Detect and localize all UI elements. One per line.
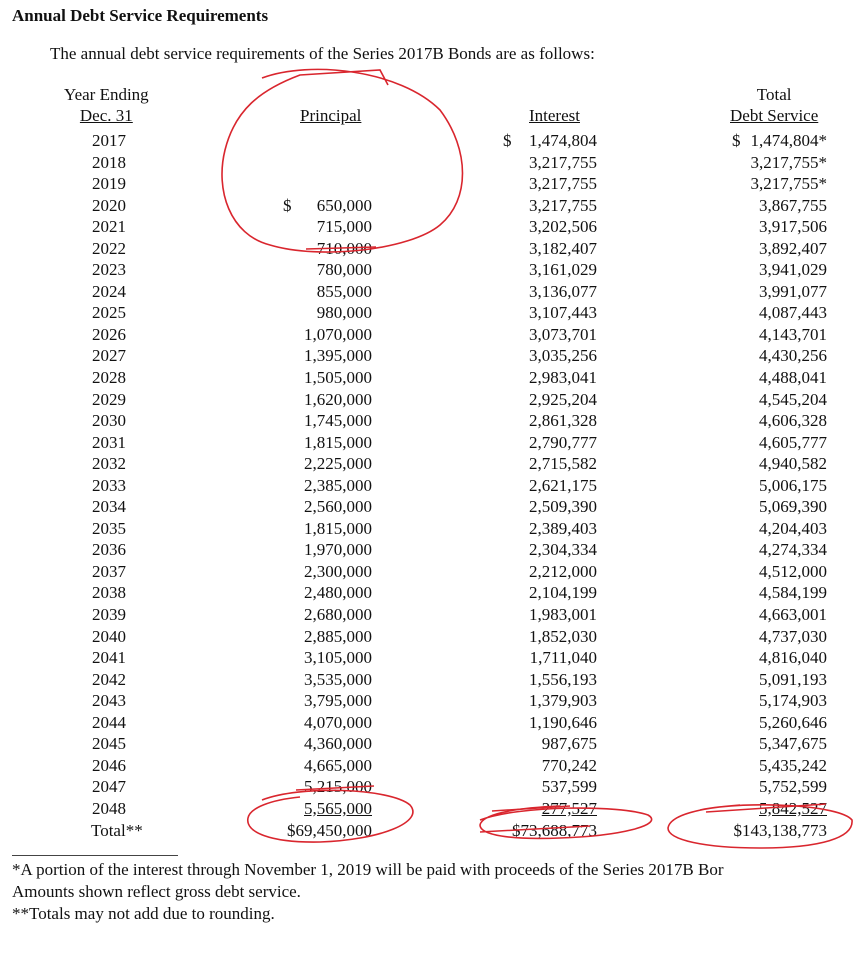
row-interest: 1,983,001 [529, 605, 597, 625]
row-interest: 3,107,443 [529, 303, 597, 323]
row-total: 5,260,646 [759, 712, 827, 732]
row-year: 2046 [92, 755, 126, 775]
table-row [0, 562, 854, 584]
row-principal: 3,535,000 [304, 669, 372, 689]
table-row [0, 476, 854, 498]
row-year: 2039 [92, 605, 126, 625]
row-total: 4,605,777 [759, 432, 827, 452]
row-year: 2026 [92, 324, 126, 344]
row-year: 2041 [92, 648, 126, 668]
document-title: Annual Debt Service Requirements [12, 6, 269, 25]
row-total: 3,867,755 [759, 195, 827, 215]
row-total: 5,069,390 [759, 497, 827, 517]
table-row [0, 627, 854, 649]
row-interest: 537,599 [541, 777, 597, 797]
row-total: 5,435,242 [759, 755, 827, 775]
row-year: 2020 [92, 195, 126, 215]
table-row [0, 153, 854, 175]
row-principal: 4,070,000 [304, 712, 372, 732]
row-total: 5,174,903 [759, 691, 827, 711]
row-principal: 710,000 [316, 238, 372, 258]
row-principal: 3,105,000 [304, 648, 372, 668]
table-row [0, 713, 854, 735]
table-row [0, 433, 854, 455]
currency-symbol: $ [503, 131, 512, 150]
row-total: 4,940,582 [759, 454, 827, 474]
row-principal: 2,480,000 [304, 583, 372, 603]
row-principal: 1,070,000 [304, 324, 372, 344]
table-row [0, 368, 854, 390]
row-year: 2023 [92, 260, 126, 280]
row-principal: 715,000 [316, 217, 372, 237]
row-interest: 2,304,334 [529, 540, 597, 560]
row-principal: 2,885,000 [304, 626, 372, 646]
row-year: 2022 [92, 238, 126, 258]
row-interest: 2,790,777 [529, 432, 597, 452]
row-total: 5,347,675 [759, 734, 827, 754]
table-row [0, 583, 854, 605]
table-row [0, 346, 854, 368]
debt-service-table [0, 131, 854, 842]
row-year: 2032 [92, 454, 126, 474]
intro-text: The annual debt service requirements of the Series 2017B Bonds are as follows: [50, 44, 595, 63]
row-total: 4,488,041 [759, 368, 827, 388]
row-principal: 1,745,000 [304, 411, 372, 431]
row-total: 1,474,804* [750, 131, 827, 150]
row-interest: 2,983,041 [529, 368, 597, 388]
row-interest: 3,161,029 [529, 260, 597, 280]
row-year: 2027 [92, 346, 126, 366]
row-interest: 3,202,506 [529, 217, 597, 237]
row-year: 2035 [92, 518, 126, 538]
row-year: 2048 [92, 798, 126, 818]
header-total-line1: Total [756, 85, 792, 104]
row-interest: 2,212,000 [529, 561, 597, 581]
header-interest: Interest [529, 106, 580, 125]
table-row [0, 454, 854, 476]
row-interest: 1,711,040 [529, 648, 597, 668]
footnote-3: **Totals may not add due to rounding. [12, 904, 275, 923]
row-year: 2037 [92, 561, 126, 581]
row-principal: 1,620,000 [304, 389, 372, 409]
row-interest: 3,035,256 [529, 346, 597, 366]
row-total: 4,512,000 [759, 561, 827, 581]
row-total: 4,606,328 [759, 411, 827, 431]
row-total: 4,584,199 [759, 583, 827, 603]
table-row [0, 497, 854, 519]
row-interest: 1,474,804 [529, 131, 597, 150]
row-total: 4,274,334 [759, 540, 827, 560]
table-row [0, 648, 854, 670]
row-principal: 650,000 [316, 195, 372, 215]
row-year: 2017 [92, 131, 126, 150]
currency-symbol: $ [283, 195, 292, 215]
table-row [0, 282, 854, 304]
row-interest: 1,190,646 [529, 712, 597, 732]
table-row [0, 303, 854, 325]
totals-interest: $73,688,773 [512, 820, 597, 840]
row-year: 2045 [92, 734, 126, 754]
row-interest: 3,217,755 [529, 174, 597, 194]
table-row [0, 131, 854, 153]
row-principal: 2,385,000 [304, 475, 372, 495]
table-row [0, 691, 854, 713]
row-interest: 2,715,582 [529, 454, 597, 474]
table-row [0, 196, 854, 218]
footnote-1: *A portion of the interest through November 1, 2019 will be paid with proceeds of the Series 2017B Bor [12, 860, 724, 879]
row-year: 2033 [92, 475, 126, 495]
row-interest: 3,217,755 [529, 152, 597, 172]
table-row [0, 411, 854, 433]
header-principal: Principal [300, 106, 362, 125]
table-row [0, 390, 854, 412]
row-principal: 2,225,000 [304, 454, 372, 474]
row-interest: 1,379,903 [529, 691, 597, 711]
row-interest: 3,073,701 [529, 324, 597, 344]
row-year: 2024 [92, 281, 126, 301]
header-total-line2: Debt Service [730, 106, 819, 125]
row-total: 4,816,040 [759, 648, 827, 668]
row-total: 4,204,403 [759, 518, 827, 538]
row-year: 2028 [92, 368, 126, 388]
row-year: 2034 [92, 497, 126, 517]
row-year: 2044 [92, 712, 126, 732]
row-interest: 770,242 [541, 755, 597, 775]
row-total: 3,941,029 [759, 260, 827, 280]
totals-total: $143,138,773 [733, 820, 827, 840]
row-total: 4,663,001 [759, 605, 827, 625]
row-year: 2038 [92, 583, 126, 603]
row-principal: 1,970,000 [304, 540, 372, 560]
table-row [0, 777, 854, 799]
row-interest: 3,182,407 [529, 238, 597, 258]
row-year: 2047 [92, 777, 126, 797]
row-total: 4,087,443 [759, 303, 827, 323]
row-total: 4,143,701 [759, 324, 827, 344]
row-principal: 4,665,000 [304, 755, 372, 775]
footnote-2: Amounts shown reflect gross debt service. [12, 882, 301, 901]
row-principal: 5,565,000 [304, 798, 372, 818]
row-interest: 277,527 [541, 798, 597, 818]
row-principal: 4,360,000 [304, 734, 372, 754]
row-year: 2036 [92, 540, 126, 560]
currency-symbol: $ [732, 131, 741, 150]
table-row [0, 540, 854, 562]
row-total: 3,892,407 [759, 238, 827, 258]
row-year: 2030 [92, 411, 126, 431]
table-row [0, 260, 854, 282]
row-total: 3,217,755* [750, 152, 827, 172]
row-interest: 2,861,328 [529, 411, 597, 431]
row-total: 5,752,599 [759, 777, 827, 797]
row-year: 2043 [92, 691, 126, 711]
row-total: 4,737,030 [759, 626, 827, 646]
row-total: 3,917,506 [759, 217, 827, 237]
row-total: 5,006,175 [759, 475, 827, 495]
table-row [0, 217, 854, 239]
row-year: 2040 [92, 626, 126, 646]
row-year: 2031 [92, 432, 126, 452]
totals-label: Total** [91, 820, 143, 840]
totals-row [0, 821, 854, 843]
row-principal: 2,300,000 [304, 561, 372, 581]
row-interest: 987,675 [541, 734, 597, 754]
table-row [0, 799, 854, 821]
header-year-line2: Dec. 31 [79, 106, 133, 125]
row-interest: 2,389,403 [529, 518, 597, 538]
row-total: 5,091,193 [759, 669, 827, 689]
row-year: 2029 [92, 389, 126, 409]
table-row [0, 325, 854, 347]
table-row [0, 734, 854, 756]
row-total: 5,842,527 [759, 798, 827, 818]
row-principal: 980,000 [316, 303, 372, 323]
row-total: 3,991,077 [759, 281, 827, 301]
table-row [0, 174, 854, 196]
row-interest: 1,852,030 [529, 626, 597, 646]
row-principal: 1,395,000 [304, 346, 372, 366]
table-row [0, 670, 854, 692]
row-principal: 855,000 [316, 281, 372, 301]
row-principal: 1,815,000 [304, 518, 372, 538]
totals-principal: $69,450,000 [287, 820, 372, 840]
row-principal: 2,560,000 [304, 497, 372, 517]
footnote-divider [12, 855, 178, 856]
row-interest: 3,217,755 [529, 195, 597, 215]
table-row [0, 605, 854, 627]
header-year [64, 84, 149, 126]
row-total: 4,430,256 [759, 346, 827, 366]
row-interest: 3,136,077 [529, 281, 597, 301]
row-year: 2019 [92, 174, 126, 194]
row-year: 2025 [92, 303, 126, 323]
row-interest: 2,509,390 [529, 497, 597, 517]
row-principal: 3,795,000 [304, 691, 372, 711]
row-total: 3,217,755* [750, 174, 827, 194]
row-principal: 1,815,000 [304, 432, 372, 452]
table-row [0, 519, 854, 541]
row-interest: 2,621,175 [529, 475, 597, 495]
table-row [0, 756, 854, 778]
row-principal: 780,000 [316, 260, 372, 280]
row-principal: 1,505,000 [304, 368, 372, 388]
table-row [0, 239, 854, 261]
header-year-line1: Year Ending [64, 85, 149, 104]
row-principal: 5,215,000 [304, 777, 372, 797]
header-total [730, 84, 818, 126]
row-interest: 2,925,204 [529, 389, 597, 409]
row-year: 2018 [92, 152, 126, 172]
row-interest: 1,556,193 [529, 669, 597, 689]
row-principal: 2,680,000 [304, 605, 372, 625]
row-total: 4,545,204 [759, 389, 827, 409]
row-year: 2042 [92, 669, 126, 689]
row-year: 2021 [92, 217, 126, 237]
row-interest: 2,104,199 [529, 583, 597, 603]
